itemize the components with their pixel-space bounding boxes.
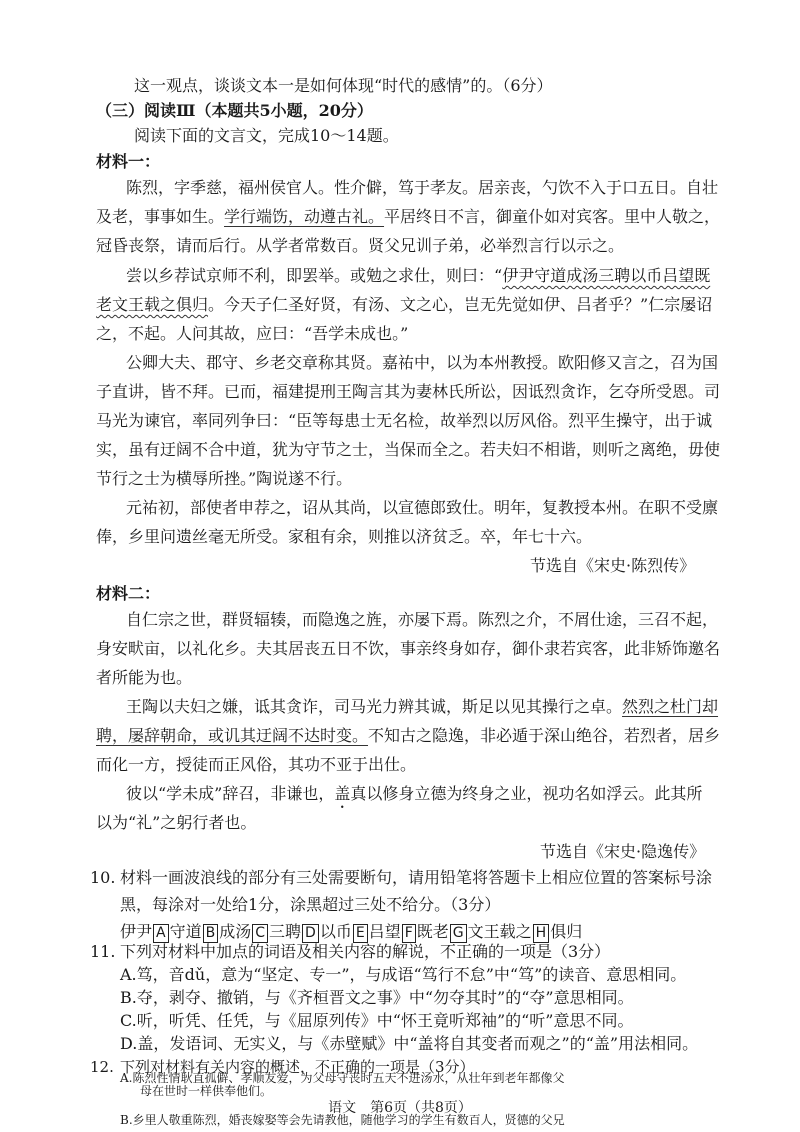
m1-p3-line4: 实，虽有迂阔不合中道，犹为守节之士，当保而全之。若夫妇不相谐，则听之离绝，毋使	[96, 440, 721, 459]
q11-stem: 下列对材料中加点的词语及相关内容的解说，不正确的一项是（3分）	[120, 942, 611, 961]
m1-p3-line5: 节行之士为横辱所挫。”陶说遂不行。	[96, 469, 353, 488]
q10-segment-text: 俱归	[550, 922, 583, 941]
q10-answer-box-f[interactable]: F	[402, 924, 416, 943]
dotted-word-gai: 盖	[334, 784, 351, 803]
m1-wavy-segment-2: 老文王载之俱归	[96, 295, 209, 314]
q10-answer-box-c[interactable]: C	[252, 924, 268, 943]
q10-number: 10.	[90, 868, 116, 887]
q11-option-c: C.听，听凭、任凭，与《屈原列传》中“怀王竟听郑袖”的“听”意思不同。	[120, 1011, 634, 1030]
q10-answer-box-a[interactable]: A	[153, 924, 169, 943]
m2-p2-line2: 聘，屡辞朝命，或讥其迂阔不达时变。不知古之隐逸，非必遁于深山绝谷，若烈者，居乡	[96, 726, 721, 745]
m1-underlined-sentence: 学行端饬，动遵古礼。	[224, 207, 385, 226]
q10-segment-text: 守道	[169, 922, 202, 941]
m2-source: 节选自《宋史·隐逸传》	[540, 842, 706, 861]
material1-label: 材料一：	[96, 152, 161, 171]
m1-p1-line3: 冠昏丧祭，请而后行。从学者常数百。贤父兄训子弟，必举烈言行以示之。	[96, 236, 625, 255]
q10-segment-text: 伊尹	[120, 922, 153, 941]
m2-p1-line1: 自仁宗之世，群贤辐辏，而隐逸之旌，亦屡下焉。陈烈之介，不屑仕途，三召不起，	[126, 610, 719, 629]
q11-option-a: A.笃，音dǔ，意为“坚定、专一”，与成语“笃行不怠”中“笃”的读音、意思相同。	[120, 965, 687, 984]
q10-segment-text: 三聘	[269, 922, 302, 941]
m2-p2-line3: 而化一方，授徒而正风俗，其功不亚于出仕。	[96, 755, 417, 774]
q12-option-b-line1: B.乡里人敬重陈烈，婚丧嫁娶等会先请教他，随他学习的学生有数百人，贤德的父兄	[120, 1113, 565, 1127]
page-footer: 语文 第6页（共8页）	[328, 1100, 472, 1116]
m1-p3-line1: 公卿大夫、郡守、乡老交章称其贤。嘉祐中，以为本州教授。欧阳修又言之，召为国	[126, 353, 719, 372]
q11-option-b: B.夺，剥夺、撤销，与《齐桓晋文之事》中“勿夺其时”的“夺”意思相同。	[120, 988, 634, 1007]
m2-p2-line1: 王陶以夫妇之嫌，诋其贪诈，司马光力辨其诚，斯足以见其操行之卓。然烈之杜门却	[126, 697, 719, 716]
m2-p1-line2: 身安畎亩，以礼化乡。夫其居丧五日不饮，事亲终身如存，御仆隶若宾客，此非矫饰邀名	[96, 639, 721, 658]
q12-stem: 下列对材料有关内容的概述，不正确的一项是（3分）	[120, 1058, 475, 1076]
m2-underlined-segment-2: 聘，屡辞朝命，或讥其迂阔不达时变。	[96, 726, 369, 745]
q10-answer-box-g[interactable]: G	[450, 924, 467, 943]
m1-p2-line3: 之，不起。人问其故，应曰：“吾学未成也。”	[96, 324, 409, 343]
q11-option-d: D.盖，发语词、无实义，与《赤壁赋》中“盖将自其变者而观之”的“盖”用法相同。	[120, 1034, 699, 1053]
m1-p1-line1: 陈烈，字季慈，福州侯官人。性介僻，笃于孝友。居亲丧，勺饮不入于口五日。自壮	[126, 178, 719, 197]
section-instruction: 阅读下面的文言文，完成10～14题。	[134, 126, 399, 145]
m1-p4-line2: 俸，乡里问遗丝毫无所受。家租有余，则推以济贫乏。卒，年七十六。	[96, 527, 593, 546]
q10-answer-box-b[interactable]: B	[203, 924, 219, 943]
m1-p2-line2: 老文王载之俱归。今天子仁圣好贤，有汤、文之心，岂无先觉如伊、吕者乎？”仁宗屡诏	[96, 295, 713, 314]
intro-line: 这一观点，谈谈文本一是如何体现“时代的感情”的。（6分）	[134, 76, 553, 95]
m2-p3-line2: 以为“礼”之躬行者也。	[96, 813, 257, 832]
q10-stem-line1: 材料一画波浪线的部分有三处需要断句，请用铅笔将答题卡上相应位置的答案标号涂	[120, 868, 713, 887]
q10-segment-text: 吕望	[368, 922, 401, 941]
section-heading: （三）阅读Ⅲ（本题共5小题，20分）	[96, 101, 373, 120]
q10-stem-line2: 黑，每涂对一处给1分，涂黑超过三处不给分。（3分）	[120, 895, 501, 914]
m2-underlined-segment-1: 然烈之杜门却	[622, 697, 719, 716]
q10-segment-text: 文王载之	[467, 922, 532, 941]
m2-p3-line1: 彼以“学未成”辞召，非谦也，盖真以修身立德为终身之业，视功名如浮云。此其所	[126, 784, 703, 803]
q10-answer-box-e[interactable]: E	[353, 924, 368, 943]
q12-option-a-line2: 母在世时一样供奉他们。	[140, 1084, 273, 1098]
material2-label: 材料二：	[96, 584, 161, 603]
q10-segment-text: 成汤	[219, 922, 252, 941]
m2-p1-line3: 者所能为也。	[96, 668, 193, 687]
q11-number: 11.	[90, 942, 116, 961]
m1-p1-line2: 及老，事事如生。学行端饬，动遵古礼。平居终日不言，御童仆如对宾客。里中人敬之，	[96, 207, 721, 226]
m1-p4-line1: 元祐初，部使者申荐之，诏从其尚，以宣德郎致仕。明年，复教授本州。在职不受廪	[126, 498, 719, 517]
m1-p3-line3: 马光为谏官，率同列争曰：“臣等每患士无名检，故举烈以厉风俗。烈平生操守，出于诚	[96, 411, 713, 430]
q12-option-a-line1: A.陈烈性情耿直孤僻、孝顺友爱，为父母守丧时五天不进汤水，从壮年到老年都像父	[120, 1071, 565, 1085]
q10-segment-text: 既老	[416, 922, 449, 941]
m1-p3-line2: 子直讲，皆不拜。已而，福建提刑王陶言其为妻林氏所讼，因诋烈贪诈，乞夺所受恩。司	[96, 382, 721, 401]
m1-wavy-segment-1: 伊尹守道成汤三聘以币吕望既	[502, 266, 711, 285]
q10-answer-box-d[interactable]: D	[302, 924, 319, 943]
q10-segment-text: 以币	[319, 922, 352, 941]
q10-answer-box-h[interactable]: H	[533, 924, 550, 943]
m1-source: 节选自《宋史·陈烈传》	[530, 556, 696, 575]
m1-p2-line1: 尝以乡荐试京师不利，即罢举。或勉之求仕，则曰：“伊尹守道成汤三聘以币吕望既	[126, 266, 711, 285]
q12-number: 12.	[90, 1058, 114, 1076]
